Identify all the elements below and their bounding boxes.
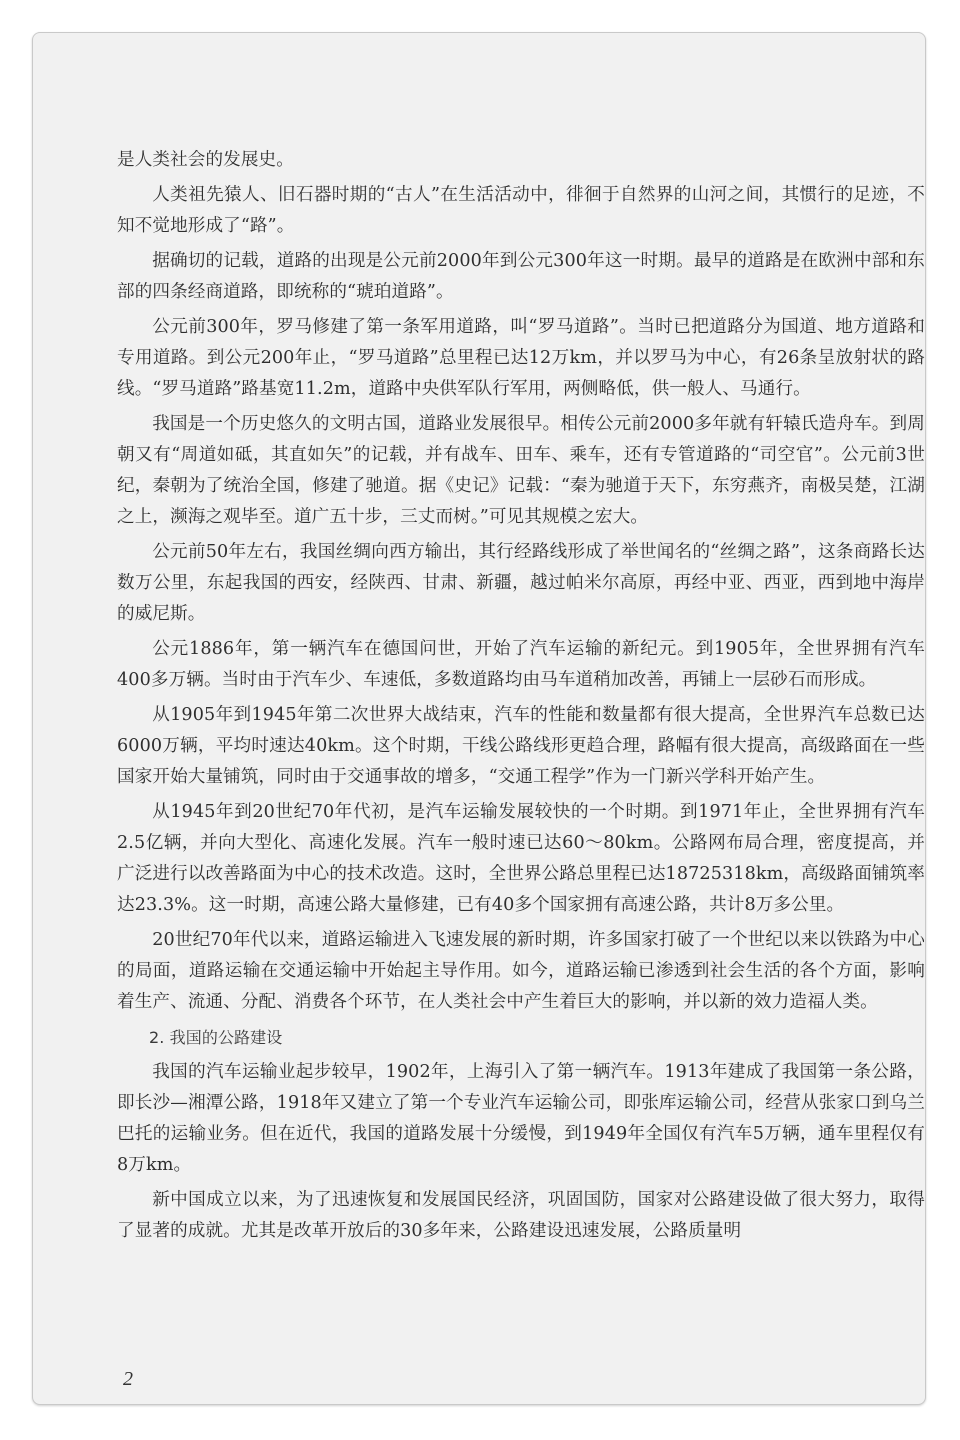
paragraph-since-1970s: 20世纪70年代以来，道路运输进入飞速发展的新时期，许多国家打破了一个世纪以来以铁路为中心的局面，道路运输在交通运输中开始起主导作用。如今，道路运输已渗透到社会生活的各个方面，影响着生产、流通、分配、消费各个环节，在人类社会中产生着巨大的影响，并以新的效力造福人类。 (117, 930, 925, 1012)
paragraph-ancient-china-roads: 我国是一个历史悠久的文明古国，道路业发展很早。相传公元前2000多年就有轩辕氏造舟车。到周朝又有“周道如砥，其直如矢”的记载，并有战车、田车、乘车，还有专管道路的“司空官”。公元前3世纪，秦朝为了统治全国，修建了驰道。据《史记》记载：“秦为驰道于天下，东穷燕齐，南极吴楚，江湖之上，濒海之观毕至。道广五十步，三丈而树。”可见其规模之宏大。 (117, 414, 925, 527)
paragraph-new-china-roads: 新中国成立以来，为了迅速恢复和发展国民经济，巩固国防，国家对公路建设做了很大努力，取得了显著的成就。尤其是改革开放后的30多年来，公路建设迅速发展，公路质量明 (117, 1190, 925, 1241)
section-heading: 2. 我国的公路建设 (149, 1028, 283, 1047)
paragraph-silk-road: 公元前50年左右，我国丝绸向西方输出，其行经路线形成了举世闻名的“丝绸之路”，这条商路长达数万公里，东起我国的西安，经陕西、甘肃、新疆，越过帕米尔高原，再经中亚、西亚，西到地中海岸的威尼斯。 (117, 542, 925, 624)
paragraph-1905-1945: 从1905年到1945年第二次世界大战结束，汽车的性能和数量都有很大提高，全世界汽车总数已达6000万辆，平均时速达40km。这个时期，干线公路线形更趋合理，路幅有很大提高，高级路面在一些国家开始大量铺筑，同时由于交通事故的增多，“交通工程学”作为一门新兴学科开始产生。 (117, 705, 925, 787)
paragraph-roman-road: 公元前300年，罗马修建了第一条军用道路，叫“罗马道路”。当时已把道路分为国道、地方道路和专用道路。到公元200年止，“罗马道路”总里程已达12万km，并以罗马为中心，有26条呈放射状的路线。“罗马道路”路基宽11.2m，道路中央供军队行军用，两侧略低，供一般人、马通行。 (117, 317, 925, 399)
book-page (32, 32, 926, 1405)
page-body-text (117, 145, 925, 1251)
paragraph-continuation: 是人类社会的发展史。 (117, 150, 294, 170)
paragraph-1945-1970s: 从1945年到20世纪70年代初，是汽车运输发展较快的一个时期。到1971年止，全世界拥有汽车2.5亿辆，并向大型化、高速化发展。汽车一般时速已达60～80km。公路网布局合理，密度提高，并广泛进行以改善路面为中心的技术改造。这时，全世界公路总里程已达18725318km，高级路面铺筑率达23.3%。这一时期，高速公路大量修建，已有40多个国家拥有高速公路，共计8万多公里。 (117, 802, 925, 915)
paragraph-china-early-roads: 我国的汽车运输业起步较早，1902年，上海引入了第一辆汽车。1913年建成了我国第一条公路，即长沙—湘潭公路，1918年又建立了第一个专业汽车运输公司，即张库运输公司，经营从张家口到乌兰巴托的运输业务。但在近代，我国的道路发展十分缓慢，到1949年全国仅有汽车5万辆，通车里程仅有8万km。 (117, 1062, 925, 1175)
page-number: 2 (123, 1368, 133, 1390)
paragraph-ancestors-roads: 人类祖先猿人、旧石器时期的“古人”在生活活动中，徘徊于自然界的山河之间，其惯行的足迹，不知不觉地形成了“路”。 (117, 185, 925, 236)
paragraph-first-automobile: 公元1886年，第一辆汽车在德国问世，开始了汽车运输的新纪元。到1905年，全世界拥有汽车400多万辆。当时由于汽车少、车速低，多数道路均由马车道稍加改善，再铺上一层砂石而形成。 (117, 639, 925, 690)
paragraph-amber-road: 据确切的记载，道路的出现是公元前2000年到公元300年这一时期。最早的道路是在欧洲中部和东部的四条经商道路，即统称的“琥珀道路”。 (117, 251, 925, 302)
